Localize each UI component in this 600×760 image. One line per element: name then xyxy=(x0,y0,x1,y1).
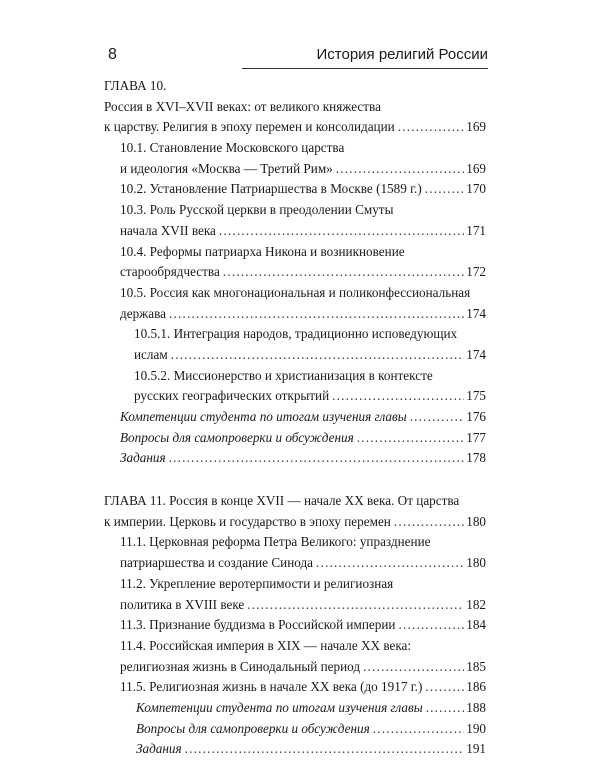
dot-leader xyxy=(247,595,464,616)
questions-label: Вопросы для самопроверки и обсуждения xyxy=(136,720,370,736)
page-ref: 191 xyxy=(466,741,486,757)
dot-leader xyxy=(425,677,464,698)
section-10-4-line2: старообрядчества xyxy=(120,264,220,280)
section-11-5-line1: 11.5. Религиозная жизнь в начале XX века (до 1917 г.) xyxy=(120,679,423,695)
section-11-3-entry[interactable] xyxy=(104,615,486,636)
dot-leader xyxy=(410,407,465,428)
page-ref: 176 xyxy=(466,409,486,424)
section-10-3-line2: начала XVII века xyxy=(120,222,216,238)
section-11-1-line1: 11.1. Церковная реформа Петра Великого: упразднение xyxy=(120,534,431,550)
running-title: История религий России xyxy=(316,46,488,63)
tasks-label: Задания xyxy=(120,450,166,466)
section-11-4-line1: 11.4. Российская империя в XIX — начале XX века: xyxy=(120,637,412,653)
section-10-5-line2: держава xyxy=(120,305,167,321)
section-11-3-line1: 11.3. Признание буддизма в Российской империи xyxy=(120,617,396,633)
section-11-2-line2: политика в XVIII веке xyxy=(120,596,245,612)
section-10-2-entry[interactable] xyxy=(104,179,486,200)
chapter-11-title-entry[interactable] xyxy=(104,512,486,533)
dot-leader xyxy=(394,512,464,533)
section-11-4-line2: религиозная жизнь в Синодальный период xyxy=(120,658,361,674)
dot-leader xyxy=(363,657,464,678)
chapter-10-tasks-entry[interactable] xyxy=(104,448,486,469)
chapter-11-competencies-entry[interactable] xyxy=(104,698,486,719)
section-10-5-2-entry[interactable] xyxy=(104,386,486,407)
page-ref: 174 xyxy=(466,346,486,362)
section-11-1-entry[interactable] xyxy=(104,553,486,574)
page-ref: 180 xyxy=(466,555,486,571)
page-ref: 170 xyxy=(466,181,486,197)
dot-leader xyxy=(332,386,464,407)
section-10-4-line1: 10.4. Реформы патриарха Никона и возникновение xyxy=(120,243,405,259)
tasks-label: Задания xyxy=(136,741,182,757)
section-11-2-entry[interactable] xyxy=(104,595,486,616)
questions-label: Вопросы для самопроверки и обсуждения xyxy=(120,429,354,445)
chapter-11-questions-entry[interactable] xyxy=(104,719,486,740)
section-10-3-line1: 10.3. Роль Русской церкви в преодолении Смуты xyxy=(120,202,394,218)
chapter-10-title-line2: к царству. Религия в эпоху перемен и консолидации xyxy=(104,119,395,135)
page-ref: 182 xyxy=(466,596,486,612)
page-ref: 185 xyxy=(466,658,486,674)
chapter-10-questions-entry[interactable] xyxy=(104,428,486,449)
page-ref: 174 xyxy=(466,305,486,321)
page-ref: 184 xyxy=(466,617,486,633)
page-ref: 175 xyxy=(466,388,486,404)
section-10-2-line1: 10.2. Установление Патриаршества в Москве (1589 г.) xyxy=(120,181,422,197)
section-10-5-1-line2: ислам xyxy=(134,346,168,362)
section-11-1-line2: патриаршества и создание Синода xyxy=(120,555,314,571)
section-10-1-entry[interactable] xyxy=(104,159,486,180)
section-10-5-2-line2: русских географических открытий xyxy=(134,388,330,404)
competencies-label: Компетенции студента по итогам изучения главы xyxy=(136,699,423,715)
section-10-5-line1: 10.5. Россия как многонациональная и поликонфессиональная xyxy=(120,284,471,300)
page-number: 8 xyxy=(108,46,117,63)
section-10-5-entry[interactable] xyxy=(104,304,486,325)
dot-leader xyxy=(336,159,464,180)
dot-leader xyxy=(169,304,464,325)
section-10-5-1-line1: 10.5.1. Интеграция народов, традиционно исповедующих xyxy=(134,326,458,342)
section-11-2-line1: 11.2. Укрепление веротерпимости и религиозная xyxy=(120,575,394,591)
page-ref: 169 xyxy=(466,160,486,176)
dot-leader xyxy=(171,345,465,366)
competencies-label: Компетенции студента по итогам изучения главы xyxy=(120,409,407,424)
page-ref: 177 xyxy=(466,429,486,445)
page-ref: 171 xyxy=(466,222,486,238)
section-10-5-1-entry[interactable] xyxy=(104,345,486,366)
dot-leader xyxy=(169,448,465,469)
chapter-10-competencies-entry[interactable] xyxy=(104,407,486,428)
page-ref: 169 xyxy=(466,119,486,135)
chapter-spacer xyxy=(104,469,486,491)
page-ref: 172 xyxy=(466,264,486,280)
dot-leader xyxy=(223,262,464,283)
chapter-10-title-line1: Россия в XVI–XVII веках: от великого княжества xyxy=(104,98,381,114)
section-11-5-entry[interactable] xyxy=(104,677,486,698)
dot-leader xyxy=(425,179,464,200)
section-10-1-line2: и идеология «Москва — Третий Рим» xyxy=(120,160,333,176)
dot-leader xyxy=(398,117,464,138)
chapter-10-title-entry[interactable] xyxy=(104,117,486,138)
chapter-10-heading: ГЛАВА 10. xyxy=(104,78,167,93)
page-ref: 188 xyxy=(466,699,486,715)
section-10-4-entry[interactable] xyxy=(104,262,486,283)
section-10-1-line1: 10.1. Становление Московского царства xyxy=(120,140,345,156)
dot-leader xyxy=(426,698,465,719)
page-ref: 190 xyxy=(466,720,486,736)
chapter-11-title-line2: к империи. Церковь и государство в эпоху перемен xyxy=(104,513,391,529)
page-ref: 180 xyxy=(466,513,486,529)
dot-leader xyxy=(316,553,464,574)
table-of-contents xyxy=(104,76,486,760)
dot-leader xyxy=(373,719,464,740)
header-divider xyxy=(242,68,488,69)
section-11-4-entry[interactable] xyxy=(104,657,486,678)
page-ref: 178 xyxy=(466,450,486,466)
section-10-5-2-line1: 10.5.2. Миссионерство и христианизация в контексте xyxy=(134,367,433,383)
page-header xyxy=(108,46,488,70)
chapter-11-title-line1: ГЛАВА 11. Россия в конце XVII — начале XX века. От царства xyxy=(104,493,460,509)
page-ref: 186 xyxy=(466,679,486,695)
dot-leader xyxy=(357,428,464,449)
section-10-3-entry[interactable] xyxy=(104,221,486,242)
dot-leader xyxy=(398,615,464,636)
dot-leader xyxy=(219,221,464,242)
